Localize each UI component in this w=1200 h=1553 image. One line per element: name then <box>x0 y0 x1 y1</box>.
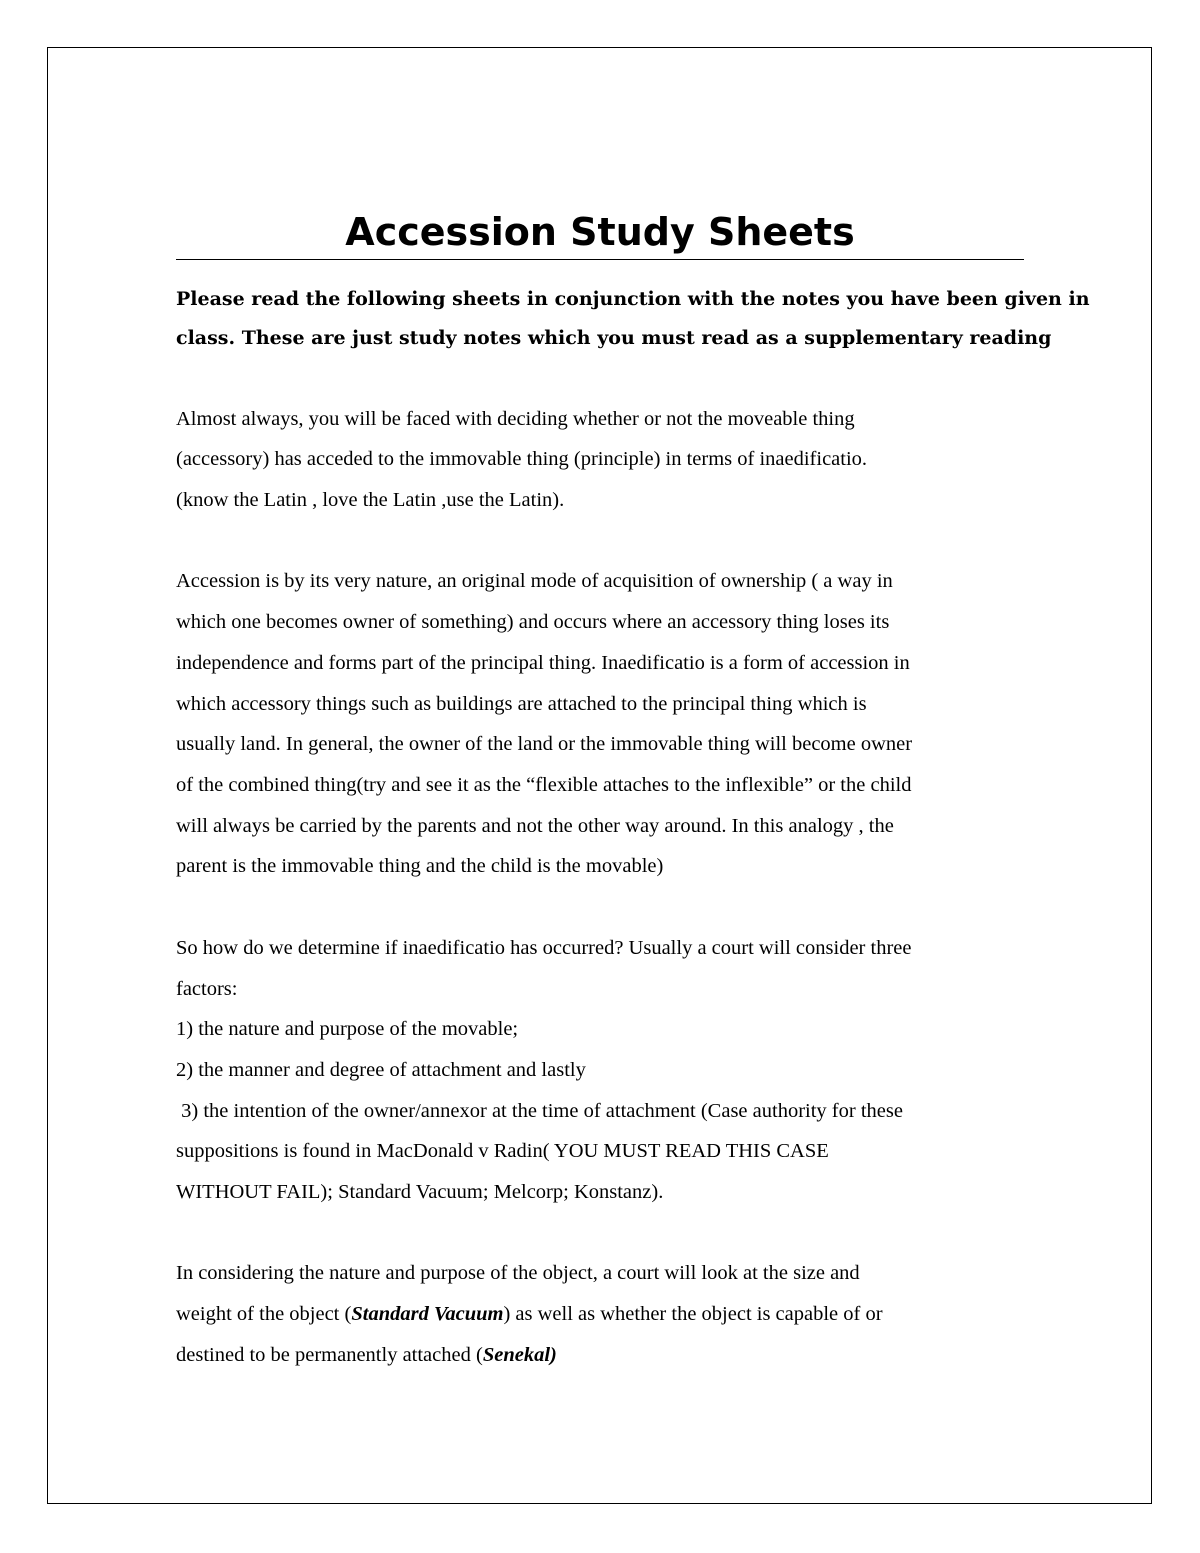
text-line: usually land. In general, the owner of the land or the immovable thing will become owner <box>176 733 913 756</box>
text-fragment: destined to be permanently attached ( <box>176 1343 483 1366</box>
text-line: suppositions is found in MacDonald v Radin( YOU MUST READ THIS CASE <box>176 1140 829 1163</box>
text-line: which one becomes owner of something) and occurs where an accessory thing loses its <box>176 611 890 634</box>
intro-line: Please read the following sheets in conjunction with the notes you have been given in <box>176 288 1090 310</box>
text-line: of the combined thing(try and see it as the “flexible attaches to the inflexible” or the child <box>176 774 912 796</box>
case-citation-senekal: Senekal) <box>482 1343 557 1366</box>
text-line: which accessory things such as buildings are attached to the principal thing which is <box>176 692 867 715</box>
paragraph-nature-purpose <box>176 1253 1024 1375</box>
text-line: In considering the nature and purpose of the object, a court will look at the size and <box>176 1262 860 1285</box>
text-line: WITHOUT FAIL); Standard Vacuum; Melcorp; Konstanz). <box>176 1181 664 1204</box>
document-body <box>176 205 1090 1376</box>
text-line: parent is the immovable thing and the child is the movable) <box>176 855 664 878</box>
text-line: Accession is by its very nature, an original mode of acquisition of ownership ( a way in <box>176 570 893 593</box>
list-item: 1) the nature and purpose of the movable; <box>176 1018 519 1041</box>
paragraph-gap <box>176 887 1024 928</box>
text-line: will always be carried by the parents and not the other way around. In this analogy , the <box>176 814 894 837</box>
paragraph-gap <box>176 521 1024 562</box>
text-line: (accessory) has acceded to the immovable thing (principle) in terms of inaedificatio. <box>176 448 868 471</box>
text-line <box>176 1294 1024 1335</box>
text-line: Almost always, you will be faced with deciding whether or not the moveable thing <box>176 407 855 430</box>
text-line: So how do we determine if inaedificatio has occurred? Usually a court will consider three <box>176 936 912 959</box>
paragraph-accession-definition <box>176 561 1024 887</box>
case-citation-standard-vacuum: Standard Vacuum <box>351 1303 504 1326</box>
list-item: 3) the intention of the owner/annexor at the time of attachment (Case authority for these <box>176 1099 903 1122</box>
list-item: 2) the manner and degree of attachment and lastly <box>176 1058 586 1081</box>
paragraph-gap <box>176 358 1024 399</box>
text-fragment: weight of the object ( <box>176 1303 352 1326</box>
text-line: independence and forms part of the principal thing. Inaedificatio is a form of accession in <box>176 651 910 674</box>
text-line: factors: <box>176 977 238 1000</box>
paragraph-gap <box>176 1213 1024 1254</box>
text-line <box>176 1335 1024 1376</box>
text-line: (know the Latin , love the Latin ,use the Latin). <box>176 489 565 512</box>
document-title: Accession Study Sheets <box>176 205 1024 260</box>
intro-paragraph <box>176 280 1090 358</box>
paragraph-inaedificatio-intro <box>176 399 1024 521</box>
intro-line: class. These are just study notes which you must read as a supplementary reading <box>176 327 1052 349</box>
text-fragment: ) as well as whether the object is capable of or <box>503 1303 883 1326</box>
paragraph-three-factors <box>176 928 1024 1213</box>
